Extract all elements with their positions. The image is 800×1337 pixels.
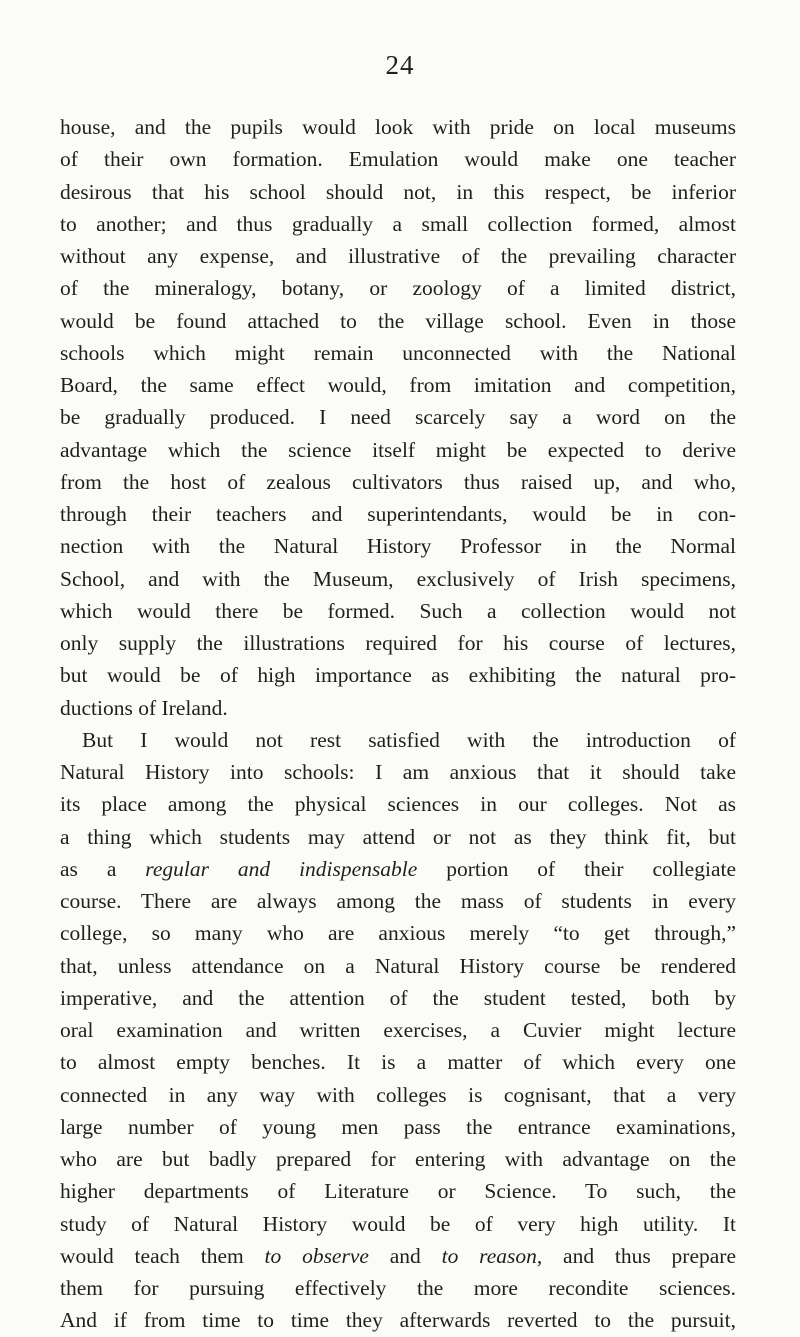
text-line: but would be of high importance as exhibiting the natural pro- — [60, 663, 736, 688]
text-line: connected in any way with colleges is cognisant, that a very — [60, 1082, 736, 1107]
text-line: of their own formation. Emulation would make one teacher — [60, 147, 736, 172]
text-line: without any expense, and illustrative of the prevailing character — [60, 244, 736, 268]
text-segment: would teach them — [60, 1243, 265, 1268]
text-line: School, and with the Museum, exclusively of Irish specimens, — [60, 566, 736, 591]
text-segment: and — [368, 1243, 442, 1268]
text-segment: , and thus prepare — [536, 1243, 736, 1268]
text-line: desirous that his school should not, in this respect, be inferior — [60, 179, 736, 204]
text-segment: as a — [60, 856, 146, 881]
text-line: be gradually produced. I need scarcely say a word on the — [60, 405, 736, 430]
page-number: 24 — [385, 50, 415, 80]
text-line: college, so many who are anxious merely “to get through,” — [60, 921, 736, 946]
text-line: large number of young men pass the entrance examinations, — [60, 1114, 736, 1139]
text-line: of the mineralogy, botany, or zoology of a limited district, — [60, 276, 736, 301]
emphasis-text: regular and indispensable — [145, 856, 418, 881]
text-line: a thing which students may attend or not as they think fit, but — [60, 824, 736, 849]
text-line: would be found attached to the village school. Even in those — [60, 308, 736, 333]
text-line: from the host of zealous cultivators thus raised up, and who, — [60, 469, 736, 494]
text-line: them for pursuing effectively the more recondite sciences. — [60, 1276, 736, 1300]
text-line: Natural History into schools: I am anxious that it should take — [60, 760, 736, 784]
text-line: Board, the same effect would, from imitation and competition, — [60, 373, 736, 397]
text-line: nection with the Natural History Professor in the Normal — [60, 534, 736, 559]
text-line: imperative, and the attention of the student tested, both by — [60, 985, 736, 1010]
emphasis-text: to reason — [441, 1243, 537, 1268]
body-text — [60, 111, 736, 1337]
text-line: house, and the pupils would look with pride on local museums — [60, 115, 736, 139]
text-line: its place among the physical sciences in our colleges. Not as — [60, 792, 736, 817]
text-line: who are but badly prepared for entering with advantage on the — [60, 1147, 736, 1171]
emphasis-text: to observe — [264, 1243, 369, 1268]
text-line: ductions of Ireland. — [60, 695, 228, 720]
text-line: only supply the illustrations required for his course of lectures, — [60, 631, 736, 655]
text-line: through their teachers and superintendants, would be in con- — [60, 502, 736, 526]
text-line: And if from time to time they afterwards reverted to the pursuit, — [60, 1308, 736, 1333]
text-line: that, unless attendance on a Natural History course be rendered — [60, 953, 736, 978]
text-line: oral examination and written exercises, a Cuvier might lecture — [60, 1018, 736, 1042]
text-line: course. There are always among the mass of students in every — [60, 889, 736, 913]
text-line: to almost empty benches. It is a matter of which every one — [60, 1050, 736, 1075]
text-line-with-emphasis — [60, 853, 736, 885]
text-line: advantage which the science itself might be expected to derive — [60, 437, 736, 462]
text-line-with-emphasis — [60, 1240, 736, 1272]
text-line: schools which might remain unconnected with the National — [60, 340, 736, 365]
paragraph-start-line: But I would not rest satisfied with the introduction of — [82, 727, 736, 752]
text-line: higher departments of Literature or Science. To such, the — [60, 1179, 736, 1204]
text-line: to another; and thus gradually a small collection formed, almost — [60, 211, 736, 236]
text-segment: portion of their collegiate — [417, 856, 736, 881]
text-line: which would there be formed. Such a collection would not — [60, 598, 736, 623]
text-line: study of Natural History would be of very high utility. It — [60, 1211, 736, 1236]
